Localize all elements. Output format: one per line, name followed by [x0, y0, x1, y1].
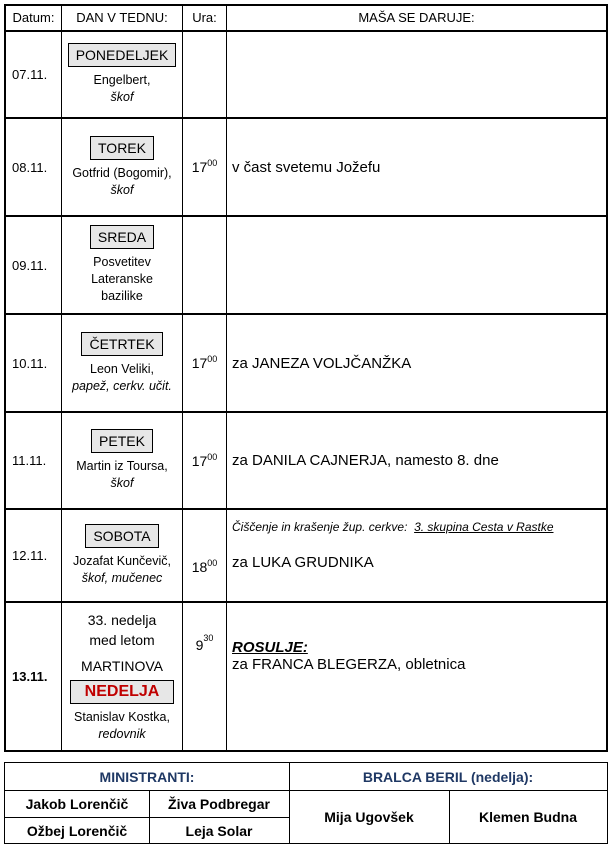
date: 07.11. — [12, 67, 48, 82]
ministrant-2: Živa Podbregar — [168, 795, 270, 812]
day-cell — [62, 119, 182, 215]
mass-intention: v čast svetemu Jožefu — [232, 158, 381, 176]
footer-table — [4, 762, 608, 844]
day-badge: SOBOTA — [85, 524, 158, 548]
location-title: ROSULJE: — [232, 639, 308, 656]
date: 08.11. — [12, 159, 48, 175]
sunday-line-1: 33. nedelja — [87, 612, 157, 628]
reader-1: Mija Ugovšek — [324, 809, 414, 825]
ministrant-1: Jakob Lorenčič — [25, 795, 129, 812]
day-cell — [62, 217, 182, 313]
mass-intention: za DANILA CAJNERJA, namesto 8. dne — [232, 452, 499, 469]
mass-intention: ROSULJE: za FRANCA BLEGERZA, obletnica — [227, 603, 606, 750]
mass-time: 17 $^{00}$ — [191, 354, 218, 371]
sunday-line-2: med letom — [89, 632, 155, 648]
table-header — [6, 6, 606, 32]
day-badge: PONEDELJEK — [68, 43, 177, 67]
table-row — [6, 510, 606, 603]
ministranti-header: MINISTRANTI: — [99, 768, 195, 785]
mass-time: 17 $^{00}$ — [191, 451, 218, 469]
table-row — [6, 315, 606, 413]
saint-title: škof — [110, 182, 134, 197]
saint-name: Martin iz Toursa, — [76, 459, 168, 473]
saint-name: Gotfrid (Bogomir), — [72, 165, 172, 180]
header-ura: Ura: — [192, 10, 217, 25]
mass-time: 9 $^{30}$ — [195, 633, 214, 653]
header-masa: MAŠA SE DARUJE: — [358, 10, 475, 25]
table-row — [6, 32, 606, 119]
table-row — [6, 217, 606, 315]
cleaning-note: Čiščenje in krašenje žup. cerkve: 3. skupina Cesta v Rastke — [232, 520, 554, 534]
day-cell — [62, 32, 182, 117]
date: 11.11. — [12, 453, 47, 468]
saint-title: škof — [110, 476, 134, 490]
table-row — [6, 603, 606, 750]
saint-title: škof — [110, 90, 134, 104]
header-datum: Datum: — [12, 10, 55, 25]
day-badge: PETEK — [91, 429, 153, 453]
sunday-line-3: MARTINOVA — [81, 658, 163, 674]
day-cell — [62, 315, 182, 411]
day-badge: SREDA — [90, 225, 154, 249]
date: 12.11. — [12, 548, 48, 563]
bralca-header: BRALCA BERIL (nedelja): — [362, 768, 534, 785]
day-cell — [62, 603, 182, 750]
mass-schedule-table — [4, 4, 608, 752]
saint-title: papež, cerkv. učit. — [72, 378, 172, 393]
day-badge: TOREK — [90, 136, 154, 160]
mass-time: 17 $^{00}$ — [191, 158, 218, 175]
day-badge: ČETRTEK — [81, 332, 162, 356]
saint-title: redovnik — [98, 727, 146, 741]
day-badge: NEDELJA — [70, 680, 175, 704]
day-cell — [62, 510, 182, 601]
saint-name: Engelbert, — [93, 73, 151, 87]
saint-name: Jozafat Kunčevič, — [73, 554, 171, 568]
saint-name: Leon Veliki, — [90, 361, 154, 376]
saint-title: škof, mučenec — [81, 571, 163, 585]
ministrant-3: Ožbej Lorenčič — [26, 822, 128, 839]
ministrant-4: Leja Solar — [185, 822, 253, 839]
day-cell — [62, 413, 182, 508]
saint-name: Posvetitev — [93, 255, 151, 269]
date: 09.11. — [12, 257, 48, 273]
reader-2: Klemen Budna — [478, 809, 577, 825]
table-row — [6, 119, 606, 217]
date: 13.11. — [12, 669, 48, 684]
header-dan: DAN V TEDNU: — [76, 10, 168, 25]
mass-intention: Čiščenje in krašenje žup. cerkve: 3. skupina Cesta v Rastke za LUKA GRUDNIKA — [227, 510, 606, 601]
table-row — [6, 413, 606, 510]
mass-intention: za JANEZA VOLJČANŽKA — [232, 354, 412, 372]
mass-time: 18 $^{00}$ — [191, 557, 218, 575]
saint-name-2: Lateranske — [91, 272, 153, 286]
saint-name: Stanislav Kostka, — [74, 710, 170, 724]
date: 10.11. — [12, 355, 48, 371]
saint-name-3: bazilike — [101, 289, 143, 303]
